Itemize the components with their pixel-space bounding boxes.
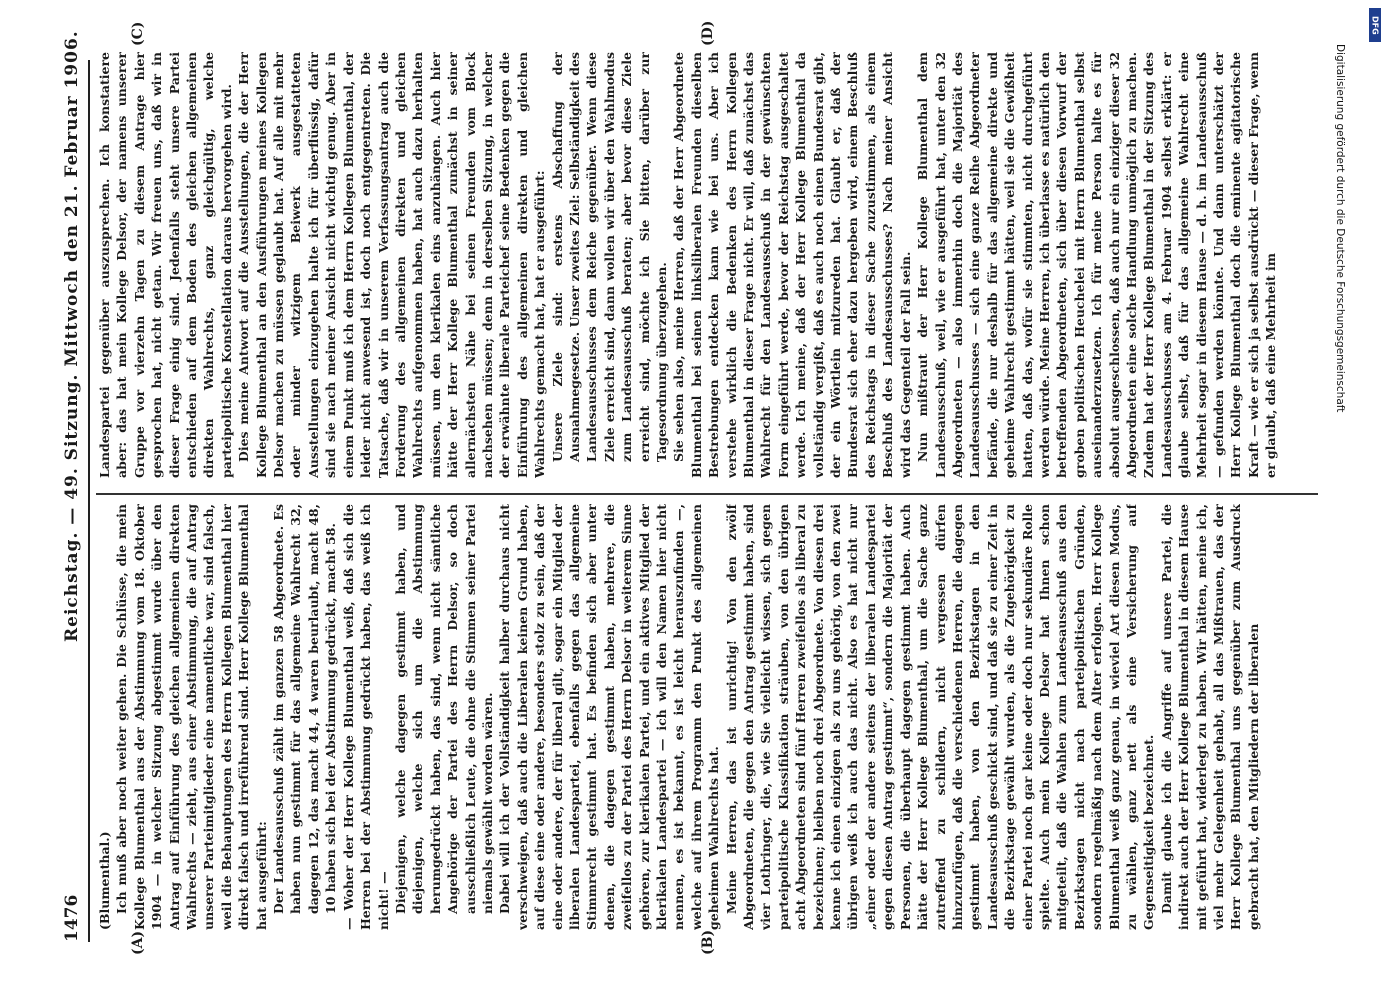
dfg-logo: DFG — [1369, 8, 1381, 42]
paragraph: Dabei will ich der Vollständigkeit halber durchaus nicht verschweigen, daß auch die Liberalen keinen Grund haben, auf diese eine oder andere, besonders stolz zu sein, daß der eine oder andere, der für liberal gilt, sogar ein Mitglied der liberalen Landespartei, ebenfalls gegen das allgemeine Stimmrecht gestimmt hat. Es befinden sich aber unter denen, die dagegen gestimmt haben, mehrere, die zweifellos zu der Partei des Herrn Delsor in weiterem Sinne gehören, zur klerikalen Partei, und ein aktives Mitglied der klerikalen Landespartei — ich will den Namen hier nicht nennen, es ist bekannt, es ist leicht herauszufinden —, welche auf ihrem Programm den Punkt des allgemeinen geheimen Wahlrechts hat. — [497, 504, 722, 930]
paragraph: Dies meine Antwort auf die Ausstellungen, die der Herr Kollege Blumenthal an den Ausführungen meines Kollegen Delsor machen zu müssen geglaubt hat. Auf alle mit mehr oder minder witzigem Beiwerk ausgestatteten Ausstellungen einzugehen halte ich für überflüssig, dafür sind sie nach meiner Ansicht nicht wichtig genug. Aber in einem Punkt muß ich dem Herrn Kollegen Blumenthal, der leider nicht anwesend ist, doch noch entgegentreten. Die Tatsache, daß wir in unserem Verfassungsantrag auch die Forderung des allgemeinen direkten und gleichen Wahlrechts aufgenommen haben, hat auch dazu herhalten müssen, um den klerikalen eins anzuhängen. Auch hier hätte der Herr Kollege Blumenthal zunächst in seiner allernächsten Nähe bei seinen Freunden vom Block nachsehen müssen; denn in derselben Sitzung, in welcher der erwähnte liberale Parteichef seine Bedenken gegen die Einführung des allgemeinen direkten und gleichen Wahlrechts gemacht hat, hat er ausgeführt: — [236, 52, 548, 478]
paragraph: Nun mißtraut der Herr Kollege Blumenthal dem Landesausschuß, weil, wie er ausgeführt hat, unter den 32 Abgeordneten — also immerhin doch die Majorität des Landesausschusses — sich eine ganze Reihe Abgeordneter befände, die nur deshalb für das allgemeine direkte und geheime Wahlrecht gestimmt hätten, weil sie die Gewißheit hatten, daß das, wofür sie stimmten, nicht durchgeführt werden würde. Meine Herren, ich überlasse es natürlich den betreffenden Abgeordneten, sich über diesen Vorwurf der groben politischen Heuchelei mit Herrn Blumenthal selbst auseinanderzusetzen. Ich für meine Person halte es für absolut ausgeschlossen, daß auch nur ein einziger dieser 32 Abgeordneten eine solche Handlung unmöglich zu machen. Zudem hat der Herr Kollege Blumenthal in der Sitzung des Landesausschusses am 4. Februar 1904 selbst erklärt: er glaube selbst, daß für das allgemeine Wahlrecht eine Mehrheit sogar in diesem Hause — d. h. im Landesausschuß — gefunden werden könnte. Und dann unterschätzt der Herr Kollege Blumenthal doch die eminente agitatorische Kraft — wie er sich ja selbst ausdrückt — dieser Frage, wenn er glaubt, daß eine Mehrheit im — [915, 52, 1279, 478]
margin-letter-c: (C) — [130, 21, 146, 46]
page-title: Reichstag. — 49. Sitzung. Mittwoch den 21. Februar 1906. — [62, 30, 82, 642]
paragraph: Ich muß aber noch weiter gehen. Die Schlüsse, die mein Kollege Blumenthal aus der Abstimmung vom 18. Oktober 1904 — in welcher Sitzung abgestimmt wurde über den Antrag auf Einführung des gleichen allgemeinen direkten Wahlrechts — zieht, aus einer Abstimmung, die auf Antrag unserer Parteimitglieder eine namentliche war, sind falsch, weil die Behauptungen des Herrn Kollegen Blumenthal hier direkt falsch und irreführend sind. Herr Kollege Blumenthal hat ausgeführt: — [114, 504, 269, 930]
paragraph: — Woher der Herr Kollege Blumenthal weiß, daß sich die Herren bei der Abstimmung gedrückt haben, das weiß ich nicht! — — [340, 504, 391, 930]
paragraph: Meine Herren, das ist unrichtig! Von den zwölf Abgeordneten, die gegen den Antrag gestimmt haben, sind vier Lothringer, die, wie Sie vielleicht wissen, sich gegen parteipolitische Klassifikation sträuben, von den übrigen acht Abgeordneten sind fünf Herren zweifellos als liberal zu bezeichnen; bleiben noch drei Abgeordnete. Von diesen drei kenne ich einen einzigen als zu uns gehörig, von den zwei übrigen weiß ich auch das nicht. Also es hat nicht nur „einer oder der andere seitens der liberalen Landespartei gegen diesen Antrag gestimmt“, sondern die Majorität der Personen, die überhaupt dagegen gestimmt haben. Auch hätte der Herr Kollege Blumenthal, um die Sache ganz zutreffend zu schildern, nicht vergessen dürfen hinzuzufügen, daß die verschiedenen Herren, die dagegen gestimmt haben, von den Bezirkstagen in den Landesausschuß geschickt sind, und daß sie zu einer Zeit in die Bezirkstage gewählt wurden, als die Zugehörigkeit zu einer Partei noch gar keine oder doch nur sekundäre Rolle spielte. Auch mein Kollege Delsor hat Ihnen schon mitgeteilt, daß die Wahlen zum Landesausschuß aus den Bezirkstagen nicht nach parteipolitischen Gründen, sondern regelmäßig nach dem Alter erfolgen. Herr Kollege Blumenthal weiß ganz genau, in wieviel Art diesen Modus, zu wählen, ganz nett als eine Versicherung auf Gegenseitigkeit bezeichnet. — [723, 504, 1157, 930]
page-header — [60, 30, 86, 942]
paragraph: Damit glaube ich die Angriffe auf unsere Partei, die indirekt auch der Herr Kollege Blumenthal in diesem Hause mit geführt hat, widerlegt zu haben. Wir hätten, meine ich, viel mehr Gelegenheit gehabt, all das Mißtrauen, das der Herr Kollege Blumenthal uns gegenüber zum Ausdruck gebracht hat, den Mitgliedern der liberalen — [1158, 504, 1261, 930]
left-column — [96, 504, 1318, 930]
right-column — [96, 52, 1318, 478]
margin-letter-a: (A) — [130, 930, 146, 955]
margin-letter-d: (D) — [700, 20, 716, 46]
quote-paragraph: Unsere Ziele sind: erstens Abschaffung der Ausnahmegesetze. Unser zweites Ziel: Selbständigkeit des Landesausschusses dem Reiche gegenüber. Wenn diese Ziele erreicht sind, dann wollen wir über den Wahlmodus zum Landesausschuß beraten; aber bevor diese Ziele erreicht sind, möchte ich Sie bitten, darüber zur Tagesordnung überzugehen. — [549, 52, 669, 462]
header-rule — [88, 60, 90, 942]
column-divider — [96, 493, 1318, 495]
quote-paragraph: Der Landesausschuß zählt im ganzen 58 Abgeordnete. Es haben nun gestimmt für das allgemeine Wahlrecht 32, dagegen 12, das macht 44, 4 waren beurlaubt, macht 48, 10 haben sich bei der Abstimmung gedrückt, macht 58. — [271, 504, 339, 914]
digitization-credit — [1310, 44, 1380, 996]
quote-paragraph: Diejenigen, welche dagegen gestimmt haben, und diejenigen, welche sich um die Abstimmung herumgedrückt haben, das sind, wenn nicht sämtliche Angehörige der Partei des Herrn Delsor, so doch ausschließlich Leute, die ohne die Stimmen seiner Partei niemals gewählt worden wären. — [392, 504, 495, 914]
margin-letter-b: (B) — [700, 929, 716, 955]
paragraph: Landespartei gegenüber auszusprechen. Ich konstatiere aber: das hat mein Kollege Delsor, der namens unserer Gruppe vor vierzehn Tagen zu diesem Antrage hier gesprochen hat, nicht getan. Wir freuen uns, daß wir in dieser Frage einig sind. Jedenfalls steht unsere Partei entschieden auf dem Boden des gleichen allgemeinen direkten Wahlrechts, ganz gleichgültig, welche parteipolitische Konstellation daraus hervorgehen wird. — [97, 52, 234, 478]
paragraph: Sie sehen also, meine Herren, daß der Herr Abgeordnete Blumenthal bei seinen linksliberalen Freunden dieselben Bestrebungen entdecken kann wie bei uns. Aber ich verstehe wirklich die Bedenken des Herrn Kollegen Blumenthal in dieser Frage nicht. Er will, daß zunächst das Wahlrecht für den Landesausschuß in der gewünschten Form eingeführt werde, bevor der Reichstag ausgeschaltet werde. Ich meine, daß der Herr Kollege Blumenthal da vollständig vergißt, daß es auch noch einen Bundesrat gibt, der ein Wörtlein mitzureden hat. Glaubt er, daß der Bundesrat sich eher dazu hergeben wird, einem Beschluß des Reichstags in dieser Sache zuzustimmen, als einem Beschluß des Landesausschusses? Nach meiner Ansicht wird das Gegenteil der Fall sein. — [671, 52, 913, 478]
speaker-label: (Blumenthal.) — [97, 831, 112, 930]
credit-text: Digitalisierung gefördert durch die Deutsche Forschungsgemeinschaft — [1334, 44, 1346, 413]
page-number: 1476 — [62, 894, 82, 942]
